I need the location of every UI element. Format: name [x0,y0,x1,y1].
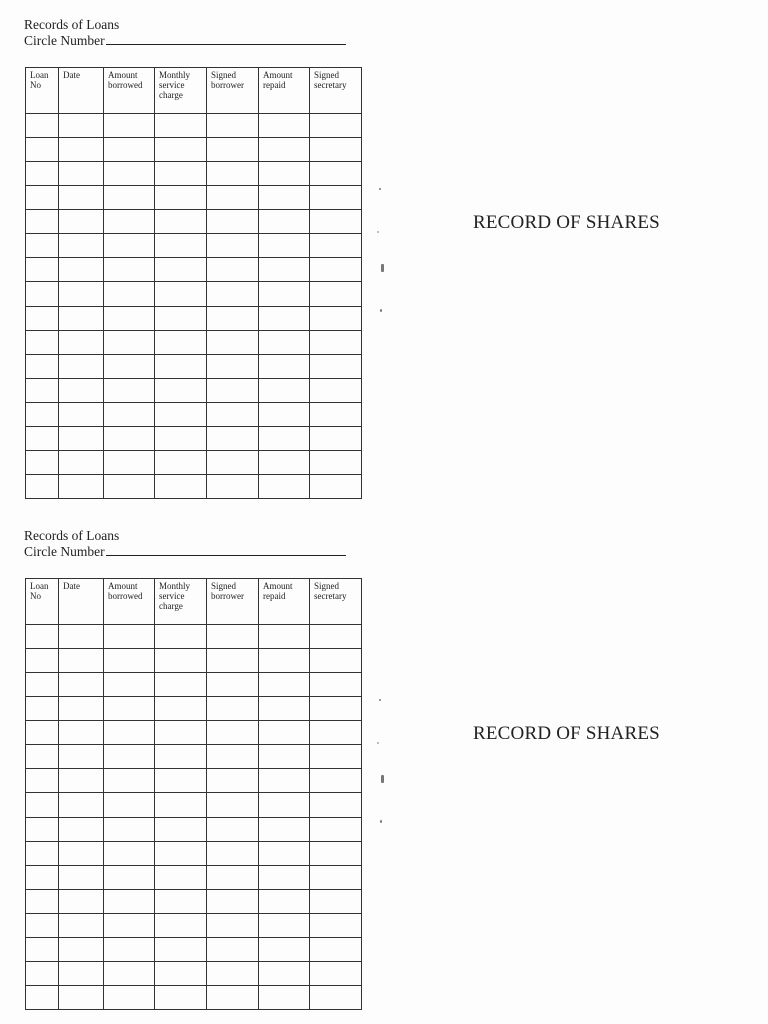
table-cell [155,961,207,985]
table-cell [104,162,155,186]
table-cell [259,793,310,817]
table-cell [259,721,310,745]
table-cell [59,258,104,282]
record-of-shares-title: RECORD OF SHARES [473,212,660,233]
table-cell [104,961,155,985]
table-cell [259,354,310,378]
table-cell [259,282,310,306]
form-title: Records of Loans [24,528,120,543]
table-cell [259,625,310,649]
table-cell [104,913,155,937]
table-cell [59,937,104,961]
column-header-signed-borrower: Signed borrower [207,68,259,114]
table-cell [259,378,310,402]
table-cell [59,721,104,745]
table-cell [104,210,155,234]
scan-speck [381,264,384,272]
table-cell [104,114,155,138]
table-cell [259,673,310,697]
table-cell [26,186,59,210]
table-cell [207,234,259,258]
table-cell [310,913,362,937]
table-cell [155,769,207,793]
table-cell [207,186,259,210]
table-cell [59,474,104,498]
table-cell [26,138,59,162]
table-row [26,961,362,985]
table-cell [155,745,207,769]
table-cell [59,817,104,841]
table-cell [26,378,59,402]
table-cell [155,889,207,913]
table-cell [104,625,155,649]
table-cell [59,985,104,1009]
table-cell [26,474,59,498]
table-cell [259,474,310,498]
scan-speck [380,820,382,823]
table-cell [59,114,104,138]
column-header-monthly-service-charge: Monthly service charge [155,68,207,114]
table-cell [59,162,104,186]
table-cell [259,186,310,210]
table-cell [207,961,259,985]
table-cell [310,330,362,354]
table-cell [59,865,104,889]
table-cell [59,378,104,402]
table-cell [104,306,155,330]
table-cell [155,649,207,673]
table-cell [259,817,310,841]
table-cell [207,378,259,402]
table-cell [155,234,207,258]
table-cell [59,961,104,985]
table-cell [207,306,259,330]
column-header-date: Date [59,579,104,625]
table-cell [26,745,59,769]
table-cell [155,426,207,450]
scan-speck [377,231,379,233]
table-cell [155,937,207,961]
column-header-amount-repaid: Amount repaid [259,579,310,625]
column-header-signed-secretary: Signed secretary [310,68,362,114]
table-header-row [26,68,362,114]
table-cell [207,649,259,673]
table-cell [26,210,59,234]
table-cell [207,114,259,138]
table-row [26,138,362,162]
table-row [26,210,362,234]
table-cell [155,378,207,402]
table-cell [207,210,259,234]
table-row [26,937,362,961]
table-cell [104,673,155,697]
table-cell [59,697,104,721]
table-row [26,673,362,697]
table-cell [59,210,104,234]
table-cell [104,817,155,841]
table-cell [310,426,362,450]
table-cell [26,234,59,258]
table-cell [155,625,207,649]
table-cell [207,865,259,889]
table-cell [310,817,362,841]
table-cell [310,402,362,426]
table-cell [59,186,104,210]
table-cell [26,402,59,426]
table-cell [59,649,104,673]
table-cell [310,474,362,498]
table-row [26,258,362,282]
circle-number-blank [106,544,346,556]
table-row [26,474,362,498]
table-cell [104,985,155,1009]
table-cell [155,114,207,138]
table-cell [59,306,104,330]
circle-number-label: Circle Number [24,544,105,559]
table-cell [104,865,155,889]
circle-number-field [24,33,346,48]
table-cell [207,673,259,697]
table-cell [155,330,207,354]
table-cell [207,769,259,793]
table-cell [155,450,207,474]
table-cell [207,402,259,426]
table-cell [155,354,207,378]
scan-speck [377,742,379,744]
table-cell [310,625,362,649]
table-cell [310,841,362,865]
table-cell [155,793,207,817]
table-cell [155,817,207,841]
table-cell [26,769,59,793]
table-cell [259,697,310,721]
column-header-monthly-service-charge: Monthly service charge [155,579,207,625]
table-cell [104,721,155,745]
table-cell [155,210,207,234]
table-cell [207,697,259,721]
table-cell [104,769,155,793]
form-title: Records of Loans [24,17,120,32]
table-cell [26,625,59,649]
table-cell [310,865,362,889]
table-cell [104,354,155,378]
table-cell [59,450,104,474]
table-cell [259,913,310,937]
table-row [26,721,362,745]
column-header-amount-repaid: Amount repaid [259,68,310,114]
table-cell [259,937,310,961]
table-body [26,625,362,1010]
table-cell [26,913,59,937]
table-row [26,865,362,889]
table-cell [26,450,59,474]
table-cell [59,625,104,649]
table-cell [310,769,362,793]
table-row [26,793,362,817]
table-cell [259,114,310,138]
table-cell [310,354,362,378]
scan-speck [381,775,384,783]
table-cell [26,889,59,913]
table-cell [26,841,59,865]
table-cell [207,282,259,306]
table-row [26,234,362,258]
table-cell [310,450,362,474]
table-cell [155,474,207,498]
table-row [26,282,362,306]
table-cell [207,138,259,162]
table-cell [155,258,207,282]
table-cell [207,913,259,937]
table-cell [59,330,104,354]
table-cell [155,282,207,306]
table-row [26,354,362,378]
table-cell [104,234,155,258]
table-cell [155,673,207,697]
table-row [26,817,362,841]
table-cell [26,282,59,306]
table-cell [259,889,310,913]
table-row [26,985,362,1009]
table-cell [310,673,362,697]
table-cell [155,306,207,330]
table-cell [310,258,362,282]
table-cell [59,354,104,378]
column-header-date: Date [59,68,104,114]
table-cell [259,649,310,673]
table-cell [104,745,155,769]
table-row [26,841,362,865]
table-cell [104,186,155,210]
table-cell [259,306,310,330]
table-cell [155,841,207,865]
table-row [26,330,362,354]
table-cell [259,258,310,282]
table-cell [104,889,155,913]
table-row [26,450,362,474]
table-row [26,889,362,913]
table-cell [310,649,362,673]
table-cell [310,186,362,210]
table-cell [259,330,310,354]
table-cell [59,234,104,258]
table-cell [310,114,362,138]
table-cell [26,649,59,673]
table-cell [207,162,259,186]
table-cell [26,426,59,450]
table-cell [310,378,362,402]
table-cell [26,985,59,1009]
table-cell [259,426,310,450]
table-cell [207,450,259,474]
table-cell [59,841,104,865]
table-cell [310,745,362,769]
table-cell [59,138,104,162]
table-cell [155,402,207,426]
table-cell [155,162,207,186]
table-cell [310,697,362,721]
table-cell [155,913,207,937]
table-cell [59,913,104,937]
table-cell [26,817,59,841]
table-cell [26,330,59,354]
table-cell [104,138,155,162]
table-row [26,625,362,649]
table-cell [59,745,104,769]
table-cell [207,258,259,282]
table-cell [207,985,259,1009]
table-cell [207,426,259,450]
table-cell [207,330,259,354]
table-cell [155,697,207,721]
loan-form-section [0,0,768,511]
table-cell [155,186,207,210]
table-body [26,114,362,499]
table-cell [104,474,155,498]
scan-speck [379,188,381,190]
table-row [26,649,362,673]
table-cell [310,985,362,1009]
table-cell [26,721,59,745]
table-cell [155,865,207,889]
table-cell [155,985,207,1009]
table-cell [104,402,155,426]
column-header-signed-secretary: Signed secretary [310,579,362,625]
table-cell [26,162,59,186]
table-cell [26,306,59,330]
record-of-shares-title: RECORD OF SHARES [473,723,660,744]
table-cell [259,138,310,162]
table-cell [207,474,259,498]
table-cell [155,721,207,745]
circle-number-field [24,544,346,559]
table-cell [104,282,155,306]
table-cell [310,793,362,817]
table-cell [104,697,155,721]
table-cell [207,745,259,769]
table-cell [207,354,259,378]
table-row [26,306,362,330]
table-cell [259,402,310,426]
table-cell [59,793,104,817]
table-cell [104,649,155,673]
circle-number-label: Circle Number [24,33,105,48]
circle-number-blank [106,33,346,45]
table-header-row [26,579,362,625]
table-cell [26,865,59,889]
table-cell [26,937,59,961]
table-cell [26,673,59,697]
column-header-loan-no: Loan No [26,579,59,625]
table-row [26,697,362,721]
table-cell [59,769,104,793]
scan-speck [380,309,382,312]
table-cell [207,841,259,865]
table-cell [310,721,362,745]
table-cell [104,841,155,865]
table-cell [310,162,362,186]
table-row [26,745,362,769]
table-row [26,114,362,138]
table-row [26,378,362,402]
loans-table [25,67,362,499]
table-cell [259,961,310,985]
table-cell [26,354,59,378]
table-cell [26,258,59,282]
table-row [26,186,362,210]
table-row [26,162,362,186]
table-cell [259,841,310,865]
table-cell [310,138,362,162]
table-cell [59,673,104,697]
table-cell [26,697,59,721]
column-header-amount-borrowed: Amount borrowed [104,579,155,625]
table-row [26,913,362,937]
table-cell [207,625,259,649]
table-cell [104,378,155,402]
table-cell [310,210,362,234]
table-cell [104,937,155,961]
table-cell [104,426,155,450]
table-row [26,769,362,793]
table-cell [59,402,104,426]
table-cell [207,817,259,841]
table-cell [59,426,104,450]
table-cell [259,865,310,889]
table-cell [59,282,104,306]
table-cell [259,985,310,1009]
table-cell [104,330,155,354]
table-cell [26,114,59,138]
scan-speck [379,699,381,701]
table-cell [259,450,310,474]
table-cell [310,234,362,258]
table-cell [310,961,362,985]
table-cell [207,889,259,913]
table-cell [310,937,362,961]
table-cell [310,889,362,913]
table-cell [104,793,155,817]
table-cell [310,282,362,306]
table-cell [207,793,259,817]
table-cell [310,306,362,330]
table-cell [259,210,310,234]
loans-table [25,578,362,1010]
table-cell [259,162,310,186]
loan-form-section [0,511,768,1022]
table-cell [26,961,59,985]
column-header-signed-borrower: Signed borrower [207,579,259,625]
table-cell [59,889,104,913]
table-cell [259,769,310,793]
table-cell [207,721,259,745]
table-cell [207,937,259,961]
table-row [26,402,362,426]
table-cell [259,745,310,769]
column-header-amount-borrowed: Amount borrowed [104,68,155,114]
column-header-loan-no: Loan No [26,68,59,114]
table-cell [104,258,155,282]
table-cell [104,450,155,474]
table-cell [26,793,59,817]
table-cell [155,138,207,162]
table-row [26,426,362,450]
table-cell [259,234,310,258]
